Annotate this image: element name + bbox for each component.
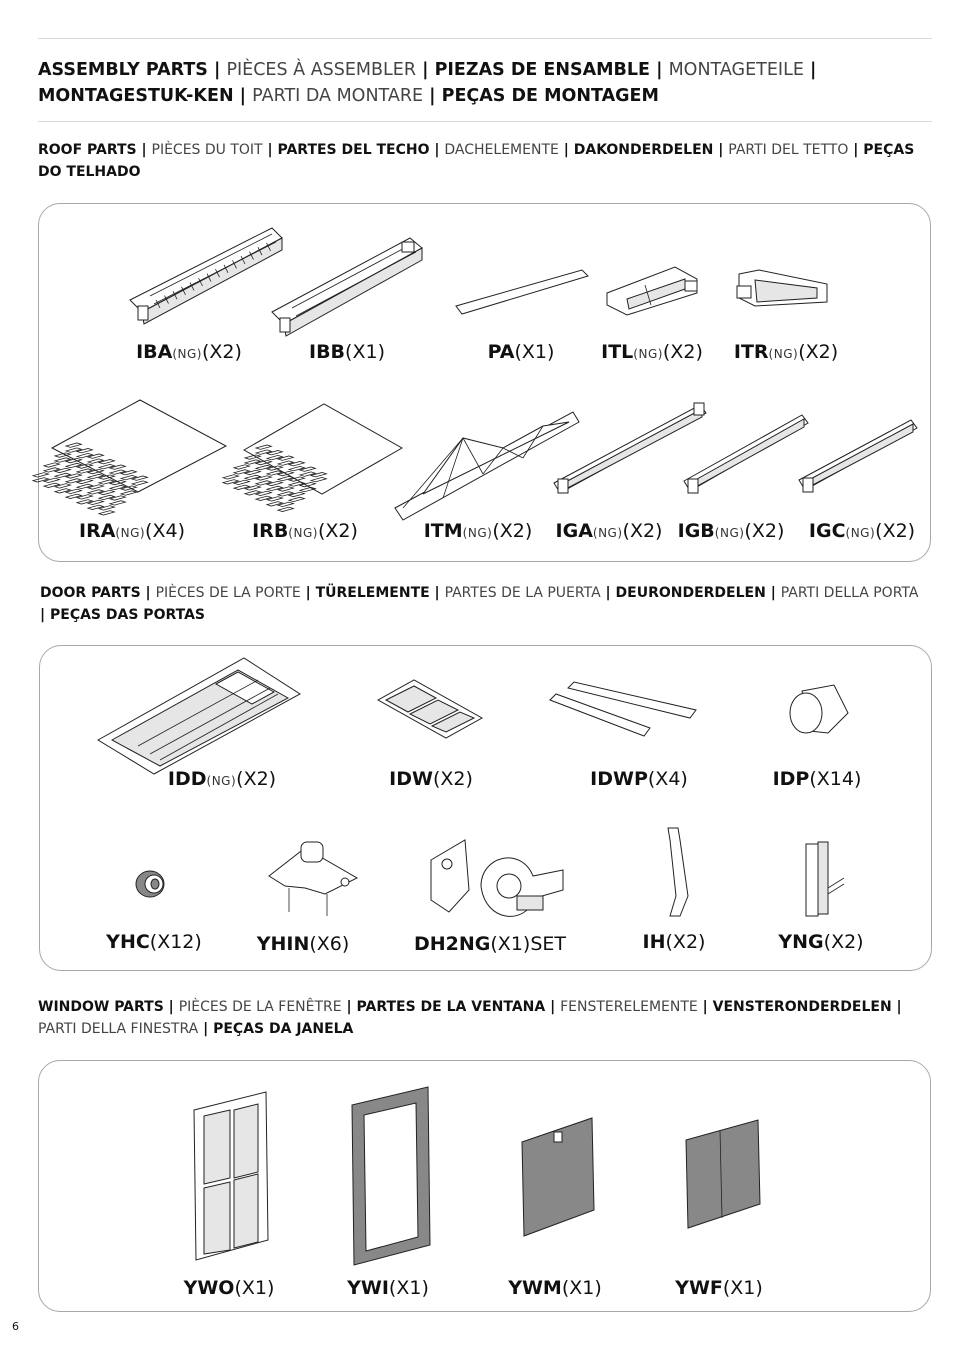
- part-label-igc: [809, 520, 915, 542]
- part-ng: (NG): [288, 526, 318, 540]
- part-code: IRA: [79, 520, 116, 542]
- part-qty: (X12): [149, 931, 202, 953]
- part-ng: (NG): [115, 526, 146, 540]
- part-code: IGC: [808, 520, 846, 542]
- part-ng: (NG): [206, 774, 237, 788]
- part-label-irb: [252, 520, 358, 542]
- part-code: ITR: [733, 341, 769, 363]
- part-qty: (X1)SET: [490, 933, 566, 955]
- part-code: YHIN: [256, 933, 310, 955]
- page-title-segment: |: [423, 86, 442, 106]
- roof-parts-heading: [38, 139, 918, 183]
- part-code: PA: [487, 341, 515, 363]
- part-code: IDD: [167, 768, 207, 790]
- window-heading-segment: |: [198, 1021, 214, 1037]
- part-label-itr: [734, 341, 838, 363]
- part-label-idp: [773, 768, 862, 790]
- door-heading-segment: |: [429, 585, 445, 601]
- roof-heading-segment: |: [848, 142, 864, 158]
- window-heading-segment: |: [891, 999, 902, 1015]
- part-code: IGA: [555, 520, 593, 542]
- part-code: IRB: [252, 520, 289, 542]
- window-heading-segment: PEÇAS DA JANELA: [213, 1021, 354, 1037]
- part-code: YWF: [675, 1277, 723, 1299]
- part-code: IDP: [772, 768, 810, 790]
- part-label-yhin: [257, 933, 350, 955]
- part-qty: (X2): [317, 520, 358, 542]
- part-code: YWI: [347, 1277, 389, 1299]
- part-label-ywi: [347, 1277, 429, 1299]
- part-qty: (X2): [236, 768, 277, 790]
- window-heading-segment: |: [697, 999, 713, 1015]
- page-number: 6: [12, 1320, 19, 1333]
- part-label-ywo: [184, 1277, 275, 1299]
- window-heading-segment: FENSTERELEMENTE: [560, 999, 698, 1015]
- door-heading-segment: DEURONDERDELEN: [615, 585, 766, 601]
- part-code: IGB: [677, 520, 715, 542]
- door-heading-segment: PIÈCES DE LA PORTE: [155, 585, 301, 601]
- part-qty: (X4): [145, 520, 185, 542]
- roof-heading-segment: DAKONDERDELEN: [573, 142, 714, 158]
- part-code: IDW: [389, 768, 433, 790]
- window-heading-segment: WINDOW PARTS: [38, 999, 164, 1015]
- part-qty: (X2): [432, 768, 473, 790]
- title-rule: [38, 121, 932, 122]
- page-title-segment: |: [207, 60, 227, 80]
- roof-heading-segment: |: [558, 142, 574, 158]
- door-heading-segment: |: [140, 585, 156, 601]
- part-code: IBA: [136, 341, 173, 363]
- door-heading-segment: |: [300, 585, 316, 601]
- part-code: YWO: [183, 1277, 235, 1299]
- part-code: ITM: [423, 520, 463, 542]
- door-heading-segment: TÜRELEMENTE: [315, 585, 430, 601]
- part-qty: (X4): [647, 768, 688, 790]
- window-heading-segment: PIÈCES DE LA FENÊTRE: [178, 999, 342, 1015]
- part-label-idwp: [590, 768, 688, 790]
- part-qty: (X2): [622, 520, 663, 542]
- roof-heading-segment: |: [429, 142, 445, 158]
- roof-heading-segment: |: [136, 142, 152, 158]
- part-qty: (X2): [875, 520, 916, 542]
- top-rule: [38, 38, 932, 39]
- part-qty: (X1): [234, 1277, 275, 1299]
- part-qty: (X2): [492, 520, 533, 542]
- part-code: YWM: [508, 1277, 562, 1299]
- door-heading-segment: |: [600, 585, 616, 601]
- part-qty: (X1): [514, 341, 555, 363]
- window-heading-segment: PARTES DE LA VENTANA: [356, 999, 546, 1015]
- window-heading-segment: |: [341, 999, 357, 1015]
- part-ng: (NG): [768, 347, 799, 361]
- part-code: YNG: [778, 931, 824, 953]
- part-label-iba: [136, 341, 242, 363]
- roof-heading-segment: PIÈCES DU TOIT: [151, 142, 263, 158]
- page-title-segment: PIÈCES À ASSEMBLER: [226, 60, 417, 80]
- door-parts-heading: [40, 582, 920, 626]
- part-qty: (X1): [722, 1277, 763, 1299]
- part-label-igb: [678, 520, 785, 542]
- window-parts-heading: [38, 996, 918, 1040]
- roof-heading-segment: DACHELEMENTE: [444, 142, 559, 158]
- part-label-idd: [168, 768, 276, 790]
- part-label-ibb: [309, 341, 385, 363]
- window-heading-segment: PARTI DELLA FINESTRA: [38, 1021, 199, 1037]
- part-qty: (X2): [744, 520, 785, 542]
- roof-heading-segment: |: [713, 142, 729, 158]
- door-heading-segment: DOOR PARTS: [40, 585, 141, 601]
- part-label-ywf: [675, 1277, 763, 1299]
- part-label-yng: [778, 931, 863, 953]
- roof-heading-segment: PEÇAS DO TELHADO: [38, 142, 915, 180]
- page-title-segment: MONTAGESTUK-KEN: [38, 86, 234, 106]
- part-code: IH: [642, 931, 666, 953]
- part-qty: (X2): [665, 931, 706, 953]
- page-title-segment: PEÇAS DE MONTAGEM: [441, 86, 659, 106]
- part-label-iga: [556, 520, 663, 542]
- part-label-yhc: [106, 931, 202, 953]
- part-code: IBB: [309, 341, 346, 363]
- door-heading-segment: |: [765, 585, 781, 601]
- page-title-segment: |: [803, 60, 817, 80]
- part-qty: (X1): [345, 341, 385, 363]
- page-title: [38, 57, 938, 109]
- part-label-ih: [643, 931, 706, 953]
- page-title-segment: PARTI DA MONTARE: [252, 86, 424, 106]
- part-qty: (X2): [798, 341, 839, 363]
- door-heading-segment: PEÇAS DAS PORTAS: [50, 607, 205, 623]
- roof-heading-segment: PARTI DEL TETTO: [728, 142, 849, 158]
- page-title-segment: PIEZAS DE ENSAMBLE: [434, 60, 650, 80]
- part-code: YHC: [106, 931, 150, 953]
- door-heading-segment: |: [40, 607, 50, 623]
- part-ng: (NG): [714, 526, 745, 540]
- part-qty: (X1): [561, 1277, 602, 1299]
- part-qty: (X2): [201, 341, 242, 363]
- part-qty: (X1): [388, 1277, 429, 1299]
- window-heading-segment: |: [163, 999, 179, 1015]
- part-qty: (X2): [662, 341, 703, 363]
- page-title-segment: MONTAGETEILE: [668, 60, 804, 80]
- door-heading-segment: PARTES DE LA PUERTA: [444, 585, 601, 601]
- page-title-segment: |: [416, 60, 435, 80]
- part-label-ywm: [508, 1277, 602, 1299]
- part-code: ITL: [601, 341, 634, 363]
- roof-heading-segment: ROOF PARTS: [38, 142, 137, 158]
- part-qty: (X6): [309, 933, 350, 955]
- window-heading-segment: VENSTERONDERDELEN: [712, 999, 892, 1015]
- window-parts-panel: [38, 1060, 931, 1312]
- part-label-ira: [79, 520, 185, 542]
- page-title-segment: ASSEMBLY PARTS: [38, 60, 208, 80]
- roof-heading-segment: PARTES DEL TECHO: [277, 142, 430, 158]
- part-label-dh2ng: [414, 933, 566, 955]
- part-qty: (X2): [823, 931, 864, 953]
- part-ng: (NG): [462, 526, 493, 540]
- page-title-segment: |: [233, 86, 253, 106]
- part-label-idw: [389, 768, 473, 790]
- part-ng: (NG): [845, 526, 876, 540]
- window-heading-segment: |: [545, 999, 561, 1015]
- part-label-itm: [424, 520, 533, 542]
- part-label-pa: [488, 341, 555, 363]
- part-code: IDWP: [590, 768, 648, 790]
- page-title-segment: |: [650, 60, 669, 80]
- part-qty: (X14): [809, 768, 862, 790]
- part-code: DH2NG: [414, 933, 491, 955]
- roof-heading-segment: |: [262, 142, 278, 158]
- part-label-itl: [601, 341, 703, 363]
- part-ng: (NG): [172, 347, 202, 361]
- part-ng: (NG): [633, 347, 663, 361]
- part-ng: (NG): [592, 526, 623, 540]
- door-heading-segment: PARTI DELLA PORTA: [780, 585, 919, 601]
